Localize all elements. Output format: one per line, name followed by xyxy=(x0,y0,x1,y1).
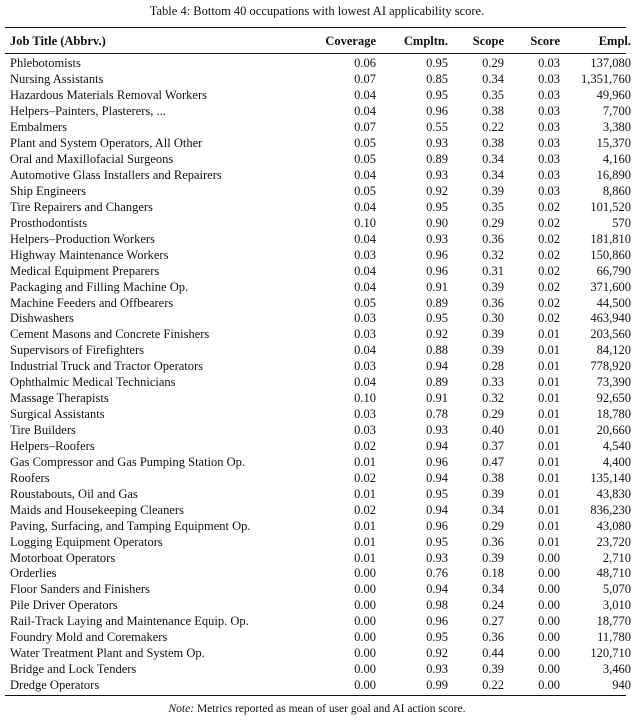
top-rule xyxy=(5,27,626,28)
table-row xyxy=(5,646,634,662)
cell-coverage: 0.10 xyxy=(354,391,376,406)
cell-job-title: Foundry Mold and Coremakers xyxy=(10,630,168,645)
cell-coverage: 0.01 xyxy=(354,518,376,533)
cell-employment: 3,460 xyxy=(602,662,631,677)
cell-coverage: 0.02 xyxy=(354,438,376,453)
cell-job-title: Embalmers xyxy=(10,120,67,135)
cell-completion: 0.89 xyxy=(426,295,448,310)
cell-coverage: 0.01 xyxy=(354,534,376,549)
cell-job-title: Bridge and Lock Tenders xyxy=(10,662,137,677)
cell-completion: 0.98 xyxy=(426,598,448,613)
cell-scope: 0.39 xyxy=(482,343,504,358)
cell-employment: 2,710 xyxy=(602,550,631,565)
cell-completion: 0.94 xyxy=(426,582,448,597)
table-row xyxy=(5,454,634,470)
table-row xyxy=(5,152,634,168)
cell-employment: 135,140 xyxy=(590,470,631,485)
cell-score: 0.01 xyxy=(538,375,560,390)
table-row xyxy=(5,534,634,550)
cell-employment: 4,160 xyxy=(602,152,631,167)
cell-job-title: Maids and Housekeeping Cleaners xyxy=(10,502,184,517)
table-row xyxy=(5,582,634,598)
cell-score: 0.02 xyxy=(538,231,560,246)
table-note xyxy=(0,703,634,715)
cell-score: 0.02 xyxy=(538,263,560,278)
cell-scope: 0.29 xyxy=(482,518,504,533)
cell-score: 0.03 xyxy=(538,136,560,151)
cell-employment: 73,390 xyxy=(596,375,631,390)
cell-coverage: 0.07 xyxy=(354,120,376,135)
cell-coverage: 0.01 xyxy=(354,486,376,501)
cell-score: 0.03 xyxy=(538,183,560,198)
cell-coverage: 0.00 xyxy=(354,598,376,613)
cell-scope: 0.39 xyxy=(482,662,504,677)
cell-score: 0.01 xyxy=(538,454,560,469)
cell-employment: 150,860 xyxy=(590,247,631,262)
cell-employment: 3,010 xyxy=(602,598,631,613)
cell-employment: 11,780 xyxy=(597,630,631,645)
cell-completion: 0.95 xyxy=(426,630,448,645)
cell-job-title: Phlebotomists xyxy=(10,56,81,71)
cell-score: 0.03 xyxy=(538,56,560,71)
cell-job-title: Packaging and Filling Machine Op. xyxy=(10,279,189,294)
cell-completion: 0.95 xyxy=(426,88,448,103)
cell-scope: 0.39 xyxy=(482,183,504,198)
cell-completion: 0.93 xyxy=(426,136,448,151)
header-scope: Scope xyxy=(472,33,504,48)
cell-score: 0.03 xyxy=(538,168,560,183)
cell-scope: 0.30 xyxy=(482,311,504,326)
cell-job-title: Helpers–Painters, Plasterers, ... xyxy=(10,104,166,119)
note-text: Metrics reported as mean of user goal and AI action score. xyxy=(196,703,466,715)
cell-completion: 0.76 xyxy=(426,566,448,581)
cell-completion: 0.93 xyxy=(426,423,448,438)
cell-scope: 0.29 xyxy=(482,407,504,422)
table-row xyxy=(5,247,634,263)
cell-employment: 836,230 xyxy=(590,502,631,517)
cell-employment: 15,370 xyxy=(596,136,631,151)
cell-score: 0.01 xyxy=(538,534,560,549)
table-row xyxy=(5,550,634,566)
cell-completion: 0.78 xyxy=(426,407,448,422)
cell-scope: 0.34 xyxy=(482,168,504,183)
cell-job-title: Surgical Assistants xyxy=(10,407,105,422)
cell-employment: 3,380 xyxy=(602,120,631,135)
cell-completion: 0.94 xyxy=(426,502,448,517)
cell-scope: 0.47 xyxy=(482,454,504,469)
cell-completion: 0.85 xyxy=(426,72,448,87)
cell-coverage: 0.00 xyxy=(354,614,376,629)
table-row xyxy=(5,439,634,455)
cell-job-title: Orderlies xyxy=(10,566,57,581)
cell-scope: 0.27 xyxy=(482,614,504,629)
cell-score: 0.01 xyxy=(538,359,560,374)
cell-completion: 0.93 xyxy=(426,550,448,565)
cell-scope: 0.34 xyxy=(482,152,504,167)
cell-scope: 0.38 xyxy=(482,470,504,485)
cell-scope: 0.32 xyxy=(482,247,504,262)
cell-coverage: 0.04 xyxy=(354,263,376,278)
cell-employment: 137,080 xyxy=(590,56,631,71)
cell-coverage: 0.03 xyxy=(354,247,376,262)
cell-scope: 0.37 xyxy=(482,438,504,453)
cell-scope: 0.35 xyxy=(482,88,504,103)
note-label: Note: xyxy=(168,703,195,715)
cell-employment: 778,920 xyxy=(590,359,631,374)
cell-completion: 0.93 xyxy=(426,168,448,183)
cell-job-title: Massage Therapists xyxy=(10,391,109,406)
cell-job-title: Medical Equipment Preparers xyxy=(10,263,160,278)
table-row xyxy=(5,263,634,279)
cell-completion: 0.92 xyxy=(426,327,448,342)
cell-job-title: Water Treatment Plant and System Op. xyxy=(10,646,205,661)
cell-coverage: 0.02 xyxy=(354,502,376,517)
cell-coverage: 0.04 xyxy=(354,88,376,103)
table-row xyxy=(5,231,634,247)
cell-score: 0.00 xyxy=(538,630,560,645)
cell-coverage: 0.03 xyxy=(354,423,376,438)
table-row xyxy=(5,52,634,72)
cell-job-title: Helpers–Production Workers xyxy=(10,231,155,246)
cell-score: 0.00 xyxy=(538,566,560,581)
cell-completion: 0.95 xyxy=(426,199,448,214)
cell-coverage: 0.04 xyxy=(354,168,376,183)
table-row xyxy=(5,88,634,104)
cell-coverage: 0.00 xyxy=(354,630,376,645)
cell-coverage: 0.00 xyxy=(354,646,376,661)
cell-job-title: Highway Maintenance Workers xyxy=(10,247,169,262)
cell-coverage: 0.02 xyxy=(354,470,376,485)
cell-employment: 181,810 xyxy=(590,231,631,246)
cell-completion: 0.95 xyxy=(426,311,448,326)
cell-scope: 0.32 xyxy=(482,391,504,406)
cell-coverage: 0.03 xyxy=(354,359,376,374)
table-row xyxy=(5,72,634,88)
cell-employment: 101,520 xyxy=(590,199,631,214)
cell-scope: 0.34 xyxy=(482,502,504,517)
cell-job-title: Automotive Glass Installers and Repairers xyxy=(10,168,222,183)
cell-scope: 0.38 xyxy=(482,136,504,151)
cell-employment: 66,790 xyxy=(596,263,631,278)
bottom-rule xyxy=(5,695,626,696)
table-row xyxy=(5,120,634,136)
cell-score: 0.00 xyxy=(538,598,560,613)
header-score: Score xyxy=(530,33,560,48)
cell-score: 0.02 xyxy=(538,199,560,214)
cell-scope: 0.40 xyxy=(482,423,504,438)
table-row xyxy=(5,327,634,343)
table-row xyxy=(5,279,634,295)
table-row xyxy=(5,359,634,375)
cell-completion: 0.94 xyxy=(426,438,448,453)
cell-coverage: 0.03 xyxy=(354,327,376,342)
cell-completion: 0.94 xyxy=(426,470,448,485)
table-row xyxy=(5,502,634,518)
cell-employment: 4,540 xyxy=(602,438,631,453)
table-row xyxy=(5,518,634,534)
cell-job-title: Cement Masons and Concrete Finishers xyxy=(10,327,210,342)
cell-scope: 0.39 xyxy=(482,327,504,342)
table-row xyxy=(5,104,634,120)
cell-score: 0.00 xyxy=(538,646,560,661)
table-row xyxy=(5,486,634,502)
cell-score: 0.01 xyxy=(538,407,560,422)
table-caption: Table 4: Bottom 40 occupations with lowest AI applicability score. xyxy=(149,4,485,18)
cell-completion: 0.95 xyxy=(426,56,448,71)
cell-job-title: Hazardous Materials Removal Workers xyxy=(10,88,207,103)
cell-completion: 0.88 xyxy=(426,343,448,358)
cell-score: 0.00 xyxy=(538,550,560,565)
cell-job-title: Roustabouts, Oil and Gas xyxy=(10,486,138,501)
cell-completion: 0.96 xyxy=(426,454,448,469)
table-row xyxy=(5,662,634,678)
table-row xyxy=(5,168,634,184)
table-row xyxy=(5,343,634,359)
cell-job-title: Oral and Maxillofacial Surgeons xyxy=(10,152,174,167)
cell-employment: 4,400 xyxy=(602,454,631,469)
cell-job-title: Prosthodontists xyxy=(10,215,88,230)
cell-job-title: Supervisors of Firefighters xyxy=(10,343,145,358)
table-row xyxy=(5,215,634,231)
cell-score: 0.01 xyxy=(538,343,560,358)
cell-job-title: Paving, Surfacing, and Tamping Equipment Op. xyxy=(10,518,251,533)
cell-score: 0.01 xyxy=(538,438,560,453)
table-row xyxy=(5,375,634,391)
cell-scope: 0.18 xyxy=(482,566,504,581)
table-row xyxy=(5,678,634,694)
cell-employment: 23,720 xyxy=(596,534,631,549)
cell-job-title: Industrial Truck and Tractor Operators xyxy=(10,359,204,374)
cell-scope: 0.31 xyxy=(482,263,504,278)
cell-coverage: 0.03 xyxy=(354,407,376,422)
cell-scope: 0.36 xyxy=(482,231,504,246)
cell-employment: 463,940 xyxy=(590,311,631,326)
table-row xyxy=(5,136,634,152)
cell-completion: 0.96 xyxy=(426,263,448,278)
cell-scope: 0.28 xyxy=(482,359,504,374)
cell-scope: 0.39 xyxy=(482,279,504,294)
cell-employment: 940 xyxy=(612,678,631,693)
cell-scope: 0.29 xyxy=(482,215,504,230)
cell-job-title: Nursing Assistants xyxy=(10,72,104,87)
cell-scope: 0.22 xyxy=(482,120,504,135)
cell-coverage: 0.00 xyxy=(354,662,376,677)
cell-completion: 0.96 xyxy=(426,614,448,629)
cell-score: 0.00 xyxy=(538,582,560,597)
cell-score: 0.02 xyxy=(538,279,560,294)
cell-scope: 0.39 xyxy=(482,486,504,501)
header-job-title: Job Title (Abbrv.) xyxy=(10,33,106,48)
cell-employment: 92,650 xyxy=(596,391,631,406)
cell-score: 0.01 xyxy=(538,391,560,406)
cell-completion: 0.93 xyxy=(426,662,448,677)
cell-coverage: 0.04 xyxy=(354,279,376,294)
cell-employment: 18,780 xyxy=(596,407,631,422)
cell-scope: 0.35 xyxy=(482,199,504,214)
table-body xyxy=(5,52,634,694)
cell-employment: 5,070 xyxy=(602,582,631,597)
cell-job-title: Ship Engineers xyxy=(10,183,87,198)
cell-score: 0.01 xyxy=(538,327,560,342)
cell-job-title: Pile Driver Operators xyxy=(10,598,118,613)
cell-score: 0.02 xyxy=(538,215,560,230)
table-row xyxy=(5,311,634,327)
cell-scope: 0.38 xyxy=(482,104,504,119)
cell-coverage: 0.04 xyxy=(354,375,376,390)
cell-job-title: Tire Builders xyxy=(10,423,76,438)
cell-coverage: 0.07 xyxy=(354,72,376,87)
cell-scope: 0.36 xyxy=(482,295,504,310)
occupations-table xyxy=(5,30,634,694)
table-row xyxy=(5,598,634,614)
cell-completion: 0.91 xyxy=(426,279,448,294)
cell-job-title: Tire Repairers and Changers xyxy=(10,199,153,214)
cell-job-title: Floor Sanders and Finishers xyxy=(10,582,150,597)
cell-job-title: Dishwashers xyxy=(10,311,74,326)
table-row xyxy=(5,391,634,407)
cell-completion: 0.93 xyxy=(426,231,448,246)
cell-job-title: Plant and System Operators, All Other xyxy=(10,136,203,151)
cell-score: 0.03 xyxy=(538,152,560,167)
cell-completion: 0.89 xyxy=(426,152,448,167)
cell-employment: 20,660 xyxy=(596,423,631,438)
cell-employment: 7,700 xyxy=(602,104,631,119)
cell-coverage: 0.01 xyxy=(354,454,376,469)
cell-employment: 43,830 xyxy=(596,486,631,501)
cell-score: 0.01 xyxy=(538,518,560,533)
cell-coverage: 0.04 xyxy=(354,343,376,358)
cell-score: 0.02 xyxy=(538,295,560,310)
cell-coverage: 0.00 xyxy=(354,678,376,693)
table-row xyxy=(5,295,634,311)
cell-score: 0.01 xyxy=(538,486,560,501)
cell-scope: 0.36 xyxy=(482,534,504,549)
cell-scope: 0.34 xyxy=(482,72,504,87)
table-row xyxy=(5,470,634,486)
header-row xyxy=(5,30,634,52)
cell-employment: 44,500 xyxy=(596,295,631,310)
cell-score: 0.00 xyxy=(538,678,560,693)
cell-score: 0.00 xyxy=(538,614,560,629)
cell-score: 0.03 xyxy=(538,88,560,103)
cell-completion: 0.89 xyxy=(426,375,448,390)
cell-job-title: Rail-Track Laying and Maintenance Equip. Op. xyxy=(10,614,249,629)
cell-employment: 18,770 xyxy=(596,614,631,629)
header-coverage: Coverage xyxy=(325,33,376,48)
cell-coverage: 0.05 xyxy=(354,152,376,167)
cell-job-title: Logging Equipment Operators xyxy=(10,534,163,549)
table-row xyxy=(5,199,634,215)
cell-completion: 0.94 xyxy=(426,359,448,374)
cell-scope: 0.39 xyxy=(482,550,504,565)
cell-scope: 0.44 xyxy=(482,646,504,661)
cell-scope: 0.34 xyxy=(482,582,504,597)
cell-scope: 0.22 xyxy=(482,678,504,693)
cell-employment: 43,080 xyxy=(596,518,631,533)
cell-score: 0.02 xyxy=(538,247,560,262)
cell-score: 0.01 xyxy=(538,502,560,517)
cell-completion: 0.96 xyxy=(426,247,448,262)
cell-coverage: 0.05 xyxy=(354,295,376,310)
cell-coverage: 0.06 xyxy=(354,56,376,71)
cell-scope: 0.33 xyxy=(482,375,504,390)
cell-completion: 0.95 xyxy=(426,534,448,549)
cell-job-title: Helpers–Roofers xyxy=(10,438,95,453)
cell-coverage: 0.05 xyxy=(354,136,376,151)
cell-score: 0.01 xyxy=(538,470,560,485)
table-row xyxy=(5,423,634,439)
cell-coverage: 0.03 xyxy=(354,311,376,326)
cell-employment: 16,890 xyxy=(596,168,631,183)
cell-score: 0.03 xyxy=(538,72,560,87)
cell-scope: 0.36 xyxy=(482,630,504,645)
cell-job-title: Dredge Operators xyxy=(10,678,100,693)
cell-completion: 0.96 xyxy=(426,518,448,533)
cell-employment: 84,120 xyxy=(596,343,631,358)
cell-coverage: 0.05 xyxy=(354,183,376,198)
cell-employment: 570 xyxy=(612,215,631,230)
cell-job-title: Motorboat Operators xyxy=(10,550,116,565)
header-employment: Empl. xyxy=(598,33,631,48)
cell-job-title: Gas Compressor and Gas Pumping Station Op. xyxy=(10,454,246,469)
table-row xyxy=(5,566,634,582)
cell-job-title: Roofers xyxy=(10,470,50,485)
cell-score: 0.02 xyxy=(538,311,560,326)
cell-completion: 0.90 xyxy=(426,215,448,230)
header-completion: Cmpltn. xyxy=(403,33,448,48)
cell-coverage: 0.04 xyxy=(354,231,376,246)
cell-completion: 0.95 xyxy=(426,486,448,501)
cell-coverage: 0.10 xyxy=(354,215,376,230)
cell-employment: 48,710 xyxy=(596,566,631,581)
cell-employment: 371,600 xyxy=(590,279,631,294)
cell-completion: 0.92 xyxy=(426,646,448,661)
cell-completion: 0.99 xyxy=(426,678,448,693)
cell-employment: 49,960 xyxy=(596,88,631,103)
cell-scope: 0.24 xyxy=(482,598,504,613)
cell-coverage: 0.00 xyxy=(354,582,376,597)
cell-completion: 0.55 xyxy=(426,120,448,135)
cell-job-title: Ophthalmic Medical Technicians xyxy=(10,375,176,390)
cell-employment: 8,860 xyxy=(602,183,631,198)
cell-score: 0.01 xyxy=(538,423,560,438)
cell-scope: 0.29 xyxy=(482,56,504,71)
cell-completion: 0.96 xyxy=(426,104,448,119)
cell-coverage: 0.04 xyxy=(354,199,376,214)
cell-coverage: 0.01 xyxy=(354,550,376,565)
table-row xyxy=(5,630,634,646)
cell-employment: 120,710 xyxy=(590,646,631,661)
cell-job-title: Machine Feeders and Offbearers xyxy=(10,295,174,310)
cell-score: 0.03 xyxy=(538,120,560,135)
cell-completion: 0.92 xyxy=(426,183,448,198)
cell-coverage: 0.04 xyxy=(354,104,376,119)
cell-completion: 0.91 xyxy=(426,391,448,406)
cell-score: 0.00 xyxy=(538,662,560,677)
table-row xyxy=(5,614,634,630)
cell-score: 0.03 xyxy=(538,104,560,119)
cell-employment: 203,560 xyxy=(590,327,631,342)
cell-employment: 1,351,760 xyxy=(581,72,631,87)
cell-coverage: 0.00 xyxy=(354,566,376,581)
table-row xyxy=(5,184,634,200)
table-row xyxy=(5,407,634,423)
